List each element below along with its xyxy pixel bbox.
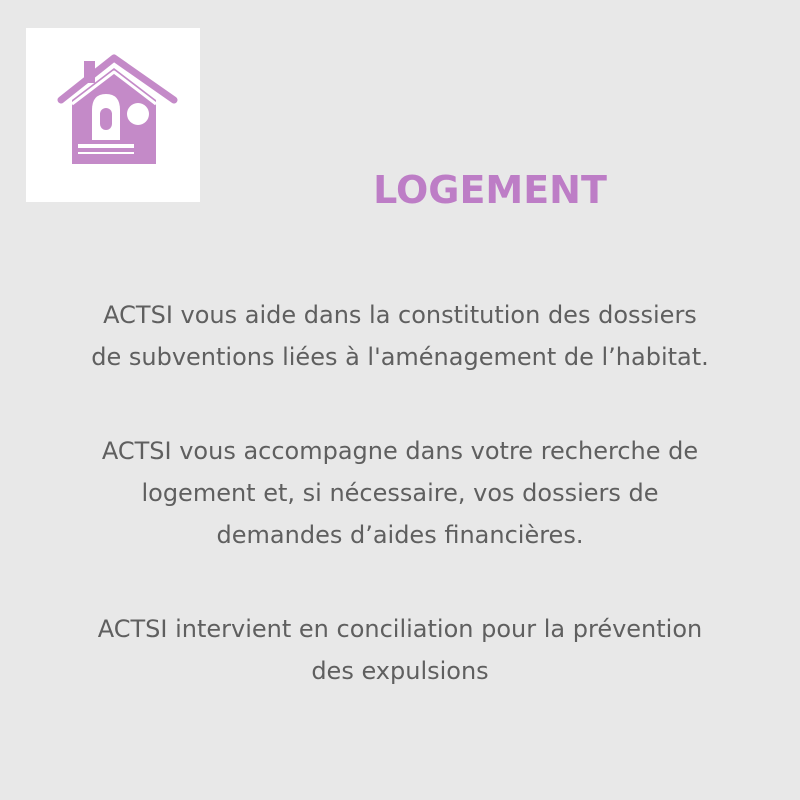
paragraph-housing-search <box>30 430 770 556</box>
paragraph-subsidies <box>30 294 770 378</box>
paragraph-line: ACTSI vous aide dans la constitution des dossiers <box>103 301 697 329</box>
page-title: LOGEMENT <box>373 168 607 212</box>
paragraph-line: ACTSI intervient en conciliation pour la prévention <box>97 615 703 643</box>
house-icon <box>26 28 200 202</box>
logo-box <box>26 28 200 202</box>
paragraph-line: demandes d’aides financières. <box>216 521 584 549</box>
paragraph-line: logement et, si nécessaire, vos dossiers de <box>141 479 659 507</box>
paragraph-line: des expulsions <box>311 657 489 685</box>
paragraph-line: de subventions liées à l'aménagement de l’habitat. <box>91 343 709 371</box>
paragraph-eviction-prevention <box>30 608 770 692</box>
paragraph-line: ACTSI vous accompagne dans votre recherche de <box>101 437 699 465</box>
